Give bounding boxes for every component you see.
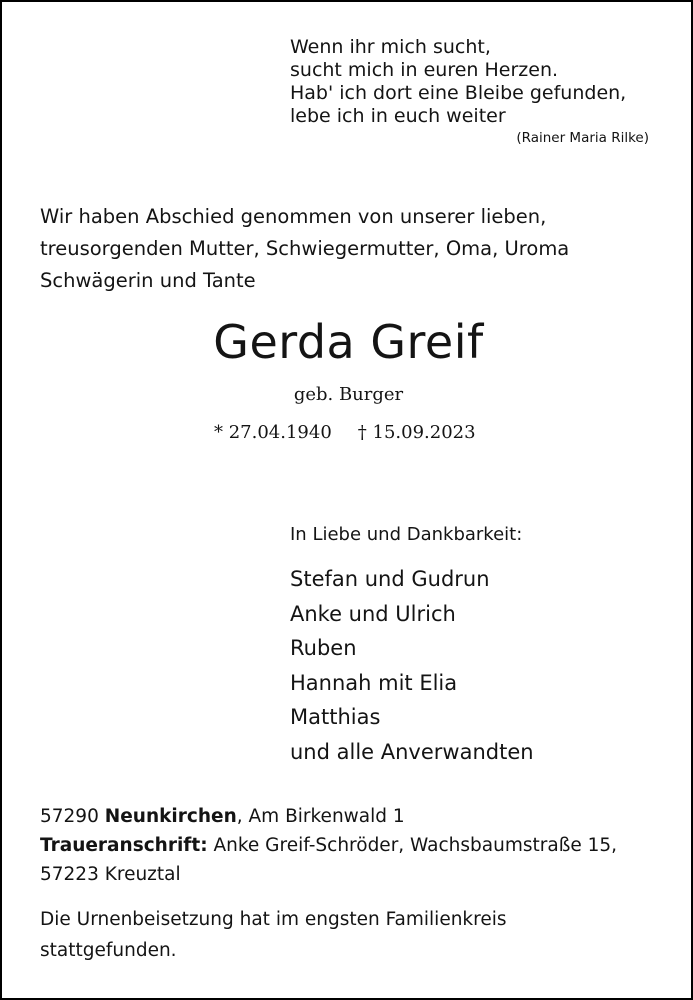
burial-note-line: Die Urnenbeisetzung hat im engsten Familienkreis	[40, 909, 507, 930]
postal-code: 57290	[40, 806, 99, 827]
burial-note	[40, 904, 507, 966]
intro-line: treusorgenden Mutter, Schwiegermutter, Oma, Uroma	[40, 237, 570, 260]
mourning-address-line1: Anke Greif-Schröder, Wachsbaumstraße 15,	[207, 835, 618, 856]
mourners-list	[290, 562, 534, 769]
list-item: und alle Anverwandten	[290, 739, 534, 764]
mourning-address	[40, 831, 617, 860]
list-item: Anke und Ulrich	[290, 601, 456, 626]
city: Neunkirchen	[104, 806, 237, 827]
street: , Am Birkenwald 1	[236, 806, 405, 827]
poem-line: lebe ich in euch weiter	[290, 105, 506, 127]
death-date: † 15.09.2023	[357, 422, 476, 443]
poem	[290, 36, 626, 128]
mourners-heading: In Liebe und Dankbarkeit:	[290, 524, 523, 545]
intro-text	[40, 201, 569, 297]
intro-line: Wir haben Abschied genommen von unserer lieben,	[40, 205, 547, 228]
list-item: Stefan und Gudrun	[290, 567, 490, 591]
poem-line: Hab' ich dort eine Bleibe gefunden,	[290, 82, 627, 104]
poem-line: sucht mich in euren Herzen.	[290, 59, 559, 81]
address-block	[40, 802, 617, 889]
list-item: Hannah mit Elia	[290, 670, 458, 695]
poem-line: Wenn ihr mich sucht,	[290, 36, 491, 58]
life-dates	[214, 422, 476, 443]
list-item: Matthias	[290, 705, 381, 729]
deceased-name: Gerda Greif	[213, 315, 484, 369]
mourning-address-label: Traueranschrift:	[40, 835, 208, 856]
burial-note-line: stattgefunden.	[40, 940, 177, 961]
mourning-address-line2: 57223 Kreuztal	[40, 864, 181, 885]
home-address	[40, 802, 617, 831]
poem-author: (Rainer Maria Rilke)	[516, 130, 649, 146]
maiden-name: geb. Burger	[293, 384, 404, 405]
list-item: Ruben	[290, 636, 357, 660]
birth-date: * 27.04.1940	[214, 422, 332, 443]
intro-line: Schwägerin und Tante	[40, 269, 256, 292]
